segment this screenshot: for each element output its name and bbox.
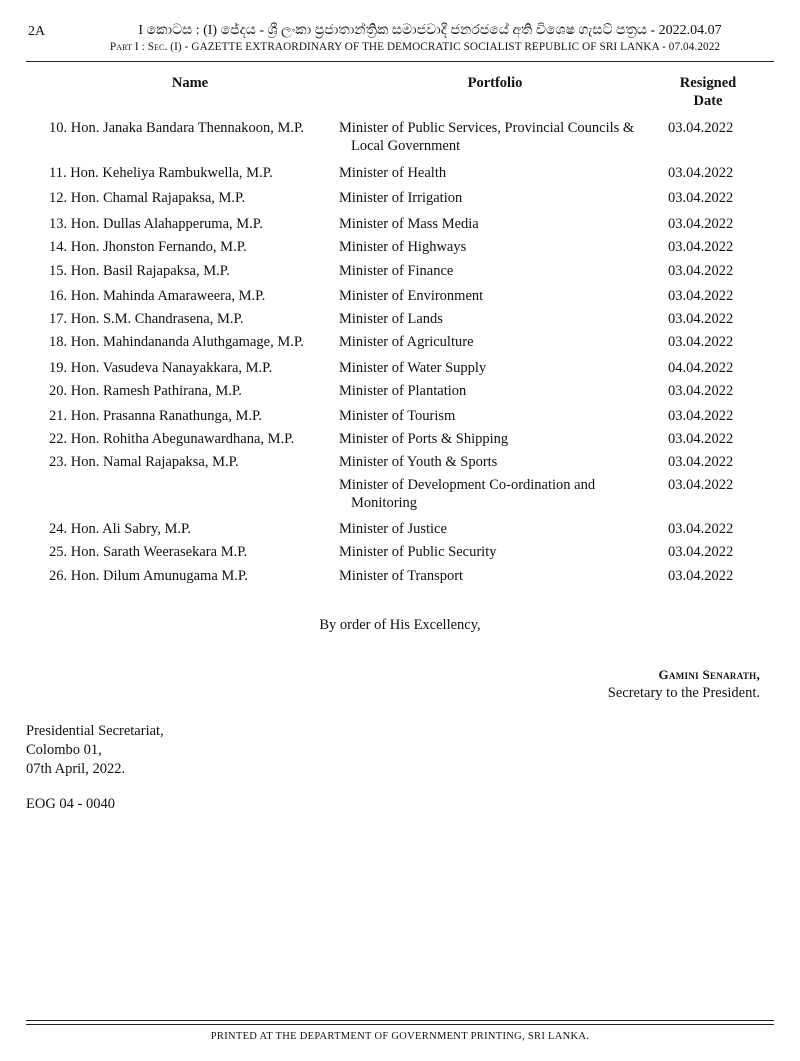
portfolio: Minister of Finance — [339, 263, 454, 279]
portfolio-cell — [339, 430, 655, 448]
resigned-date: 03.04.2022 — [668, 383, 734, 399]
resigned-date: 03.04.2022 — [668, 311, 734, 327]
resigned-date: 03.04.2022 — [668, 288, 734, 304]
portfolio-cell — [339, 359, 655, 377]
gazette-part-section: Part I : Sec. (I) — [109, 41, 182, 53]
gazette-header-english — [60, 41, 770, 53]
resigned-date: 03.04.2022 — [668, 477, 734, 493]
member-name: 15. Hon. Basil Rajapaksa, M.P. — [49, 263, 230, 279]
gazette-header-sinhala: I කොටස : (I) ජේදය - ශ්‍රී ලංකා ප්‍රජාතාන්ත්‍රික සමාජවාදී ජනරජයේ අති විශෙෂ ගැසට් පත්‍රය - 2022.04.07 — [138, 23, 722, 38]
resigned-date: 03.04.2022 — [668, 521, 734, 537]
address-line: Presidential Secretariat, — [26, 723, 164, 739]
member-name: 17. Hon. S.M. Chandrasena, M.P. — [49, 311, 244, 327]
resigned-date: 03.04.2022 — [668, 239, 734, 255]
portfolio: Minister of Highways — [339, 239, 467, 255]
order-statement: By order of His Excellency, — [319, 617, 481, 633]
member-name: 12. Hon. Chamal Rajapaksa, M.P. — [49, 190, 246, 206]
portfolio: Minister of Irrigation — [339, 190, 463, 206]
column-header-resigned-date — [672, 74, 744, 110]
portfolio-cell — [339, 238, 655, 256]
address-block — [26, 722, 164, 779]
portfolio-cell — [339, 567, 655, 585]
member-name: 25. Hon. Sarath Weerasekara M.P. — [49, 544, 248, 560]
portfolio: Minister of Environment — [339, 288, 484, 304]
portfolio: Minister of Tourism — [339, 408, 456, 424]
member-name: 18. Hon. Mahindananda Aluthgamage, M.P. — [49, 334, 304, 350]
member-name: 11. Hon. Keheliya Rambukwella, M.P. — [49, 165, 273, 181]
portfolio: Minister of Agriculture — [339, 334, 474, 350]
member-name: 13. Hon. Dullas Alahapperuma, M.P. — [49, 216, 263, 232]
portfolio: Minister of Health — [339, 165, 447, 181]
portfolio-cell — [339, 262, 655, 280]
resigned-date: 03.04.2022 — [668, 120, 734, 136]
member-name: 21. Hon. Prasanna Ranathunga, M.P. — [49, 408, 263, 424]
address-line: Colombo 01, — [26, 742, 102, 758]
resigned-date: 03.04.2022 — [668, 334, 734, 350]
resigned-date: 03.04.2022 — [668, 431, 734, 447]
portfolio-cell — [339, 476, 655, 512]
portfolio-cell — [339, 453, 655, 471]
resigned-date: 03.04.2022 — [668, 190, 734, 206]
portfolio-continuation: Local Government — [351, 138, 461, 154]
footer-rule — [26, 1020, 774, 1021]
member-name: 10. Hon. Janaka Bandara Thennakoon, M.P. — [49, 120, 305, 136]
portfolio: Minister of Lands — [339, 311, 443, 327]
printer-footer: PRINTED AT THE DEPARTMENT OF GOVERNMENT PRINTING, SRI LANKA. — [210, 1031, 590, 1042]
portfolio-cell — [339, 520, 655, 538]
portfolio: Minister of Plantation — [339, 383, 467, 399]
portfolio: Minister of Water Supply — [339, 360, 487, 376]
portfolio-cell — [339, 407, 655, 425]
portfolio-cell — [339, 543, 655, 561]
signatory-title: Secretary to the President. — [607, 685, 760, 701]
resigned-date: 04.04.2022 — [668, 360, 734, 376]
portfolio: Minister of Public Security — [339, 544, 497, 560]
portfolio-cell — [339, 287, 655, 305]
resigned-date: 03.04.2022 — [668, 544, 734, 560]
resigned-date: 03.04.2022 — [668, 568, 734, 584]
portfolio: Minister of Mass Media — [339, 216, 479, 232]
gazette-header-title: - GAZETTE EXTRAORDINARY OF THE DEMOCRATIC SOCIALIST REPUBLIC OF SRI LANKA - 07.04.2022 — [181, 41, 721, 53]
portfolio-continuation: Monitoring — [351, 495, 418, 511]
portfolio: Minister of Public Services, Provincial Councils & — [339, 120, 635, 136]
resigned-date: 03.04.2022 — [668, 165, 734, 181]
column-header-portfolio: Portfolio — [467, 75, 523, 91]
member-name: 19. Hon. Vasudeva Nanayakkara, M.P. — [49, 360, 273, 376]
member-name: 24. Hon. Ali Sabry, M.P. — [49, 521, 192, 537]
member-name: 16. Hon. Mahinda Amaraweera, M.P. — [49, 288, 266, 304]
footer-rule — [26, 1024, 774, 1025]
resigned-date: 03.04.2022 — [668, 408, 734, 424]
column-header-date-line2: Date — [693, 93, 723, 109]
address-date: 07th April, 2022. — [26, 761, 126, 777]
signatory-name: Gamini Senarath, — [658, 667, 760, 682]
column-header-date-line1: Resigned — [679, 75, 737, 91]
portfolio-cell — [339, 215, 655, 233]
member-name: 20. Hon. Ramesh Pathirana, M.P. — [49, 383, 242, 399]
resigned-date: 03.04.2022 — [668, 216, 734, 232]
resigned-date: 03.04.2022 — [668, 263, 734, 279]
portfolio-cell — [339, 119, 655, 155]
portfolio: Minister of Youth & Sports — [339, 454, 498, 470]
page-number: 2A — [28, 24, 46, 39]
member-name: 23. Hon. Namal Rajapaksa, M.P. — [49, 454, 239, 470]
member-name: 26. Hon. Dilum Amunugama M.P. — [49, 568, 248, 584]
member-name: 14. Hon. Jhonston Fernando, M.P. — [49, 239, 247, 255]
resigned-date: 03.04.2022 — [668, 454, 734, 470]
portfolio: Minister of Justice — [339, 521, 447, 537]
header-rule — [26, 61, 774, 62]
portfolio-cell — [339, 164, 655, 182]
portfolio: Minister of Ports & Shipping — [339, 431, 509, 447]
portfolio-cell — [339, 382, 655, 400]
portfolio-cell — [339, 189, 655, 207]
member-name: 22. Hon. Rohitha Abegunawardhana, M.P. — [49, 431, 295, 447]
column-header-name: Name — [171, 75, 209, 91]
portfolio: Minister of Transport — [339, 568, 464, 584]
portfolio-cell — [339, 333, 655, 351]
portfolio-cell — [339, 310, 655, 328]
portfolio: Minister of Development Co-ordination and — [339, 477, 596, 493]
reference-number: EOG 04 - 0040 — [26, 796, 116, 812]
